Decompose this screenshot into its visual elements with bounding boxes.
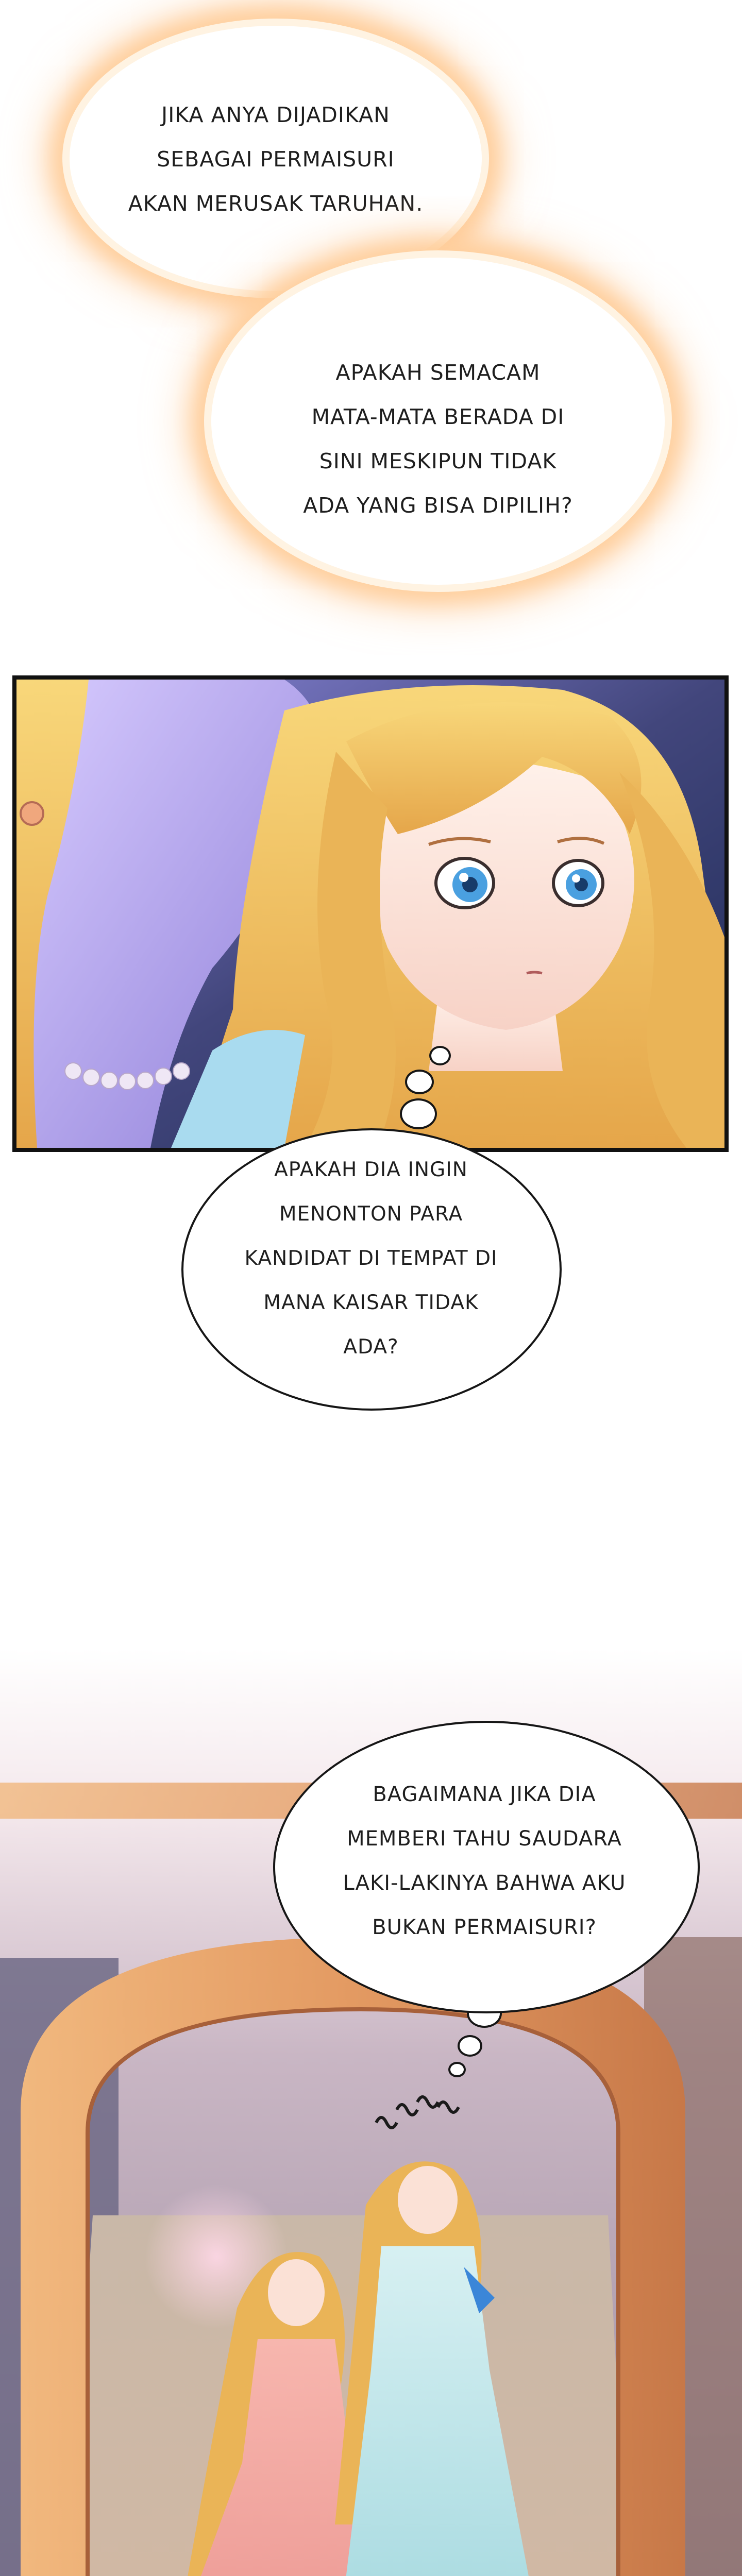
speech-bubble-1-text: JIKA ANYA DIJADIKAN SEBAGAI PERMAISURI AKAN MERUSAK TARUHAN. — [128, 103, 424, 216]
thought-dot-4b — [458, 2035, 482, 2057]
thought-bubble-3-text: APAKAH DIA INGIN MENONTON PARA KANDIDAT DI TEMPAT DI MANA KAISAR TIDAK ADA? — [244, 1158, 498, 1359]
panel-closeup — [12, 675, 729, 1152]
girl-mouth — [527, 972, 542, 973]
thought-dot-small — [429, 1046, 451, 1065]
thought-dot-4c — [448, 2062, 466, 2077]
thought-dot-medium — [405, 1070, 434, 1094]
thought-bubble-4-text: BAGAIMANA JIKA DIA MEMBERI TAHU SAUDARA LAKI-LAKINYA BAHWA AKU BUKAN PERMAISURI? — [343, 1783, 626, 1939]
earring — [21, 802, 43, 825]
panel-closeup-art — [16, 680, 724, 1148]
speech-bubble-2-text: APAKAH SEMACAM MATA-MATA BERADA DI SINI MESKIPUN TIDAK ADA YANG BISA DIPILIH? — [303, 360, 573, 518]
thought-dot-large — [400, 1098, 437, 1129]
